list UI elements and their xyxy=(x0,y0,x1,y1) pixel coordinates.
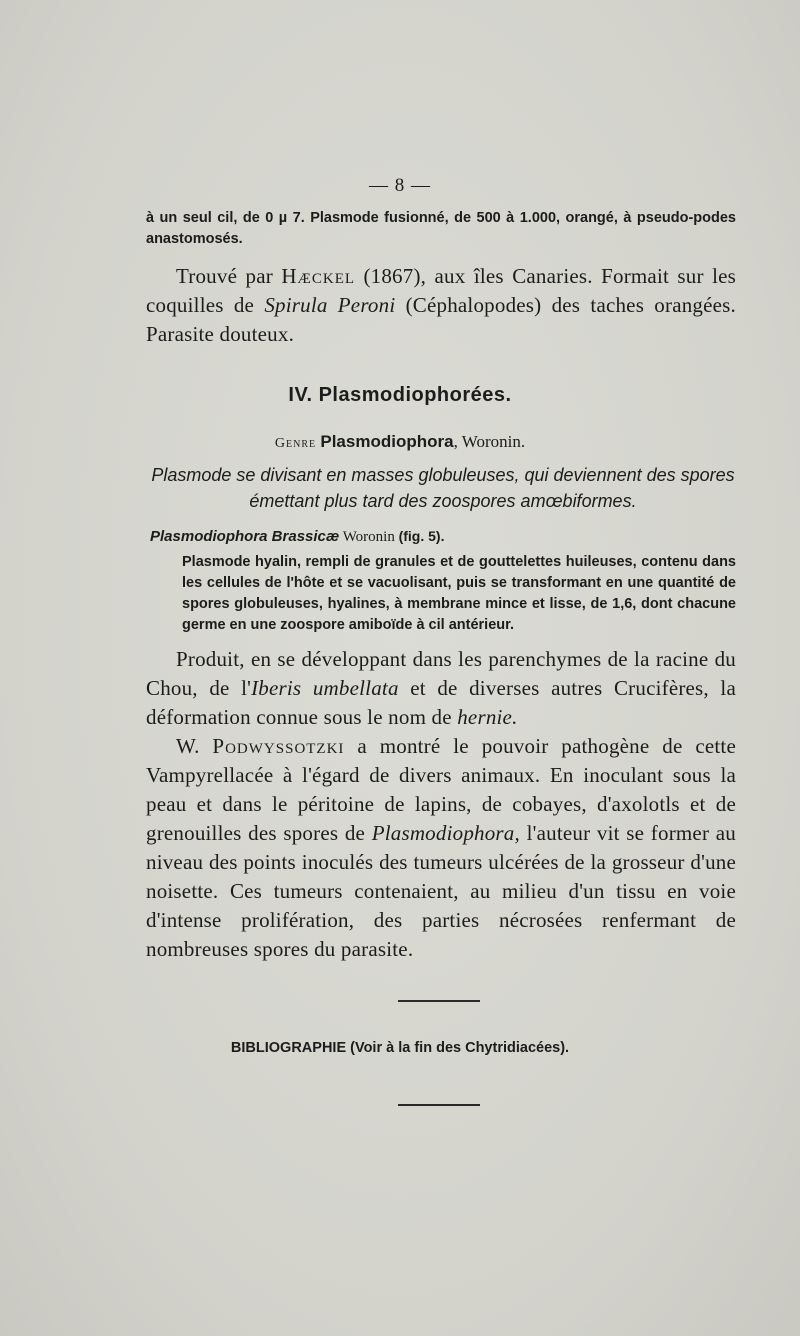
species-spirula: Spirula Peroni xyxy=(264,293,396,317)
genus-plasmodiophora: Plasmodiophora, xyxy=(371,821,520,845)
species-name: Plasmodiophora Brassicæ xyxy=(150,528,340,545)
produit-paragraph: Produit, en se développant dans les parenchymes de la racine du Chou, de l'Iberis umbellata et de diverses autres Crucifères, la déformation connue sous le nom de hernie. xyxy=(146,647,736,729)
species-description: Plasmode hyalin, rempli de granules et de gouttelettes huileuses, contenu dans les cellules de l'hôte et se vacuolisant, puis se transformant en une quantité de spores globuleuses, hyalines, à membrane mince et lisse, de 1,6, dont chacune germe en une zoospore amiboïde à cil antérieur. xyxy=(182,554,736,633)
author-podwyssotzki: Podwyssotzki xyxy=(212,734,345,758)
genre-label: Genre xyxy=(274,436,317,451)
genre-author: , Woronin. xyxy=(453,432,526,451)
page-number: — 8 — xyxy=(369,175,431,196)
species-author: Woronin xyxy=(342,529,395,545)
genre-name: Plasmodiophora xyxy=(320,432,454,451)
term-hernie: hernie. xyxy=(457,705,518,729)
section-heading: IV. Plasmodiophorées. xyxy=(288,384,512,406)
divider-top xyxy=(398,1000,480,1002)
podwyssotzki-paragraph: W. Podwyssotzki a montré le pouvoir pathogène de cette Vampyrellacée à l'égard de divers animaux. En inoculant sous la peau et dans le péritoine de lapins, de cobayes, d'axolotls et de grenouilles des spores de Plasmodiophora, l'auteur vit se former au niveau des points inoculés des tumeurs ulcérées de la grosseur d'une noisette. Ces tumeurs contenaient, au milieu d'un tissu en voie d'intense prolifération, des parties nécrosées renfermant de nombreuses spores du parasite. xyxy=(146,734,736,961)
figure-reference: (fig. 5). xyxy=(398,528,445,544)
divider-bottom xyxy=(398,1104,480,1106)
genus-diagnosis: Plasmode se divisant en masses globuleuses, qui deviennent des spores émettant plus tard des zoospores amœbiformes. xyxy=(151,465,735,511)
genre-line xyxy=(0,432,800,452)
species-line xyxy=(150,528,444,546)
author-haeckel: Hæckel xyxy=(281,264,356,288)
found-paragraph: Trouvé par Hæckel (1867), aux îles Canaries. Formait sur les coquilles de Spirula Peroni (Céphalopodes) des taches orangées. Parasite douteux. xyxy=(146,264,737,346)
continuation-text: à un seul cil, de 0 µ 7. Plasmode fusionné, de 500 à 1.000, orangé, à pseudo-podes anastomosés. xyxy=(146,210,736,247)
species-iberis: Iberis umbellata xyxy=(251,676,399,700)
bibliography-note: BIBLIOGRAPHIE (Voir à la fin des Chytridiacées). xyxy=(230,1040,570,1056)
